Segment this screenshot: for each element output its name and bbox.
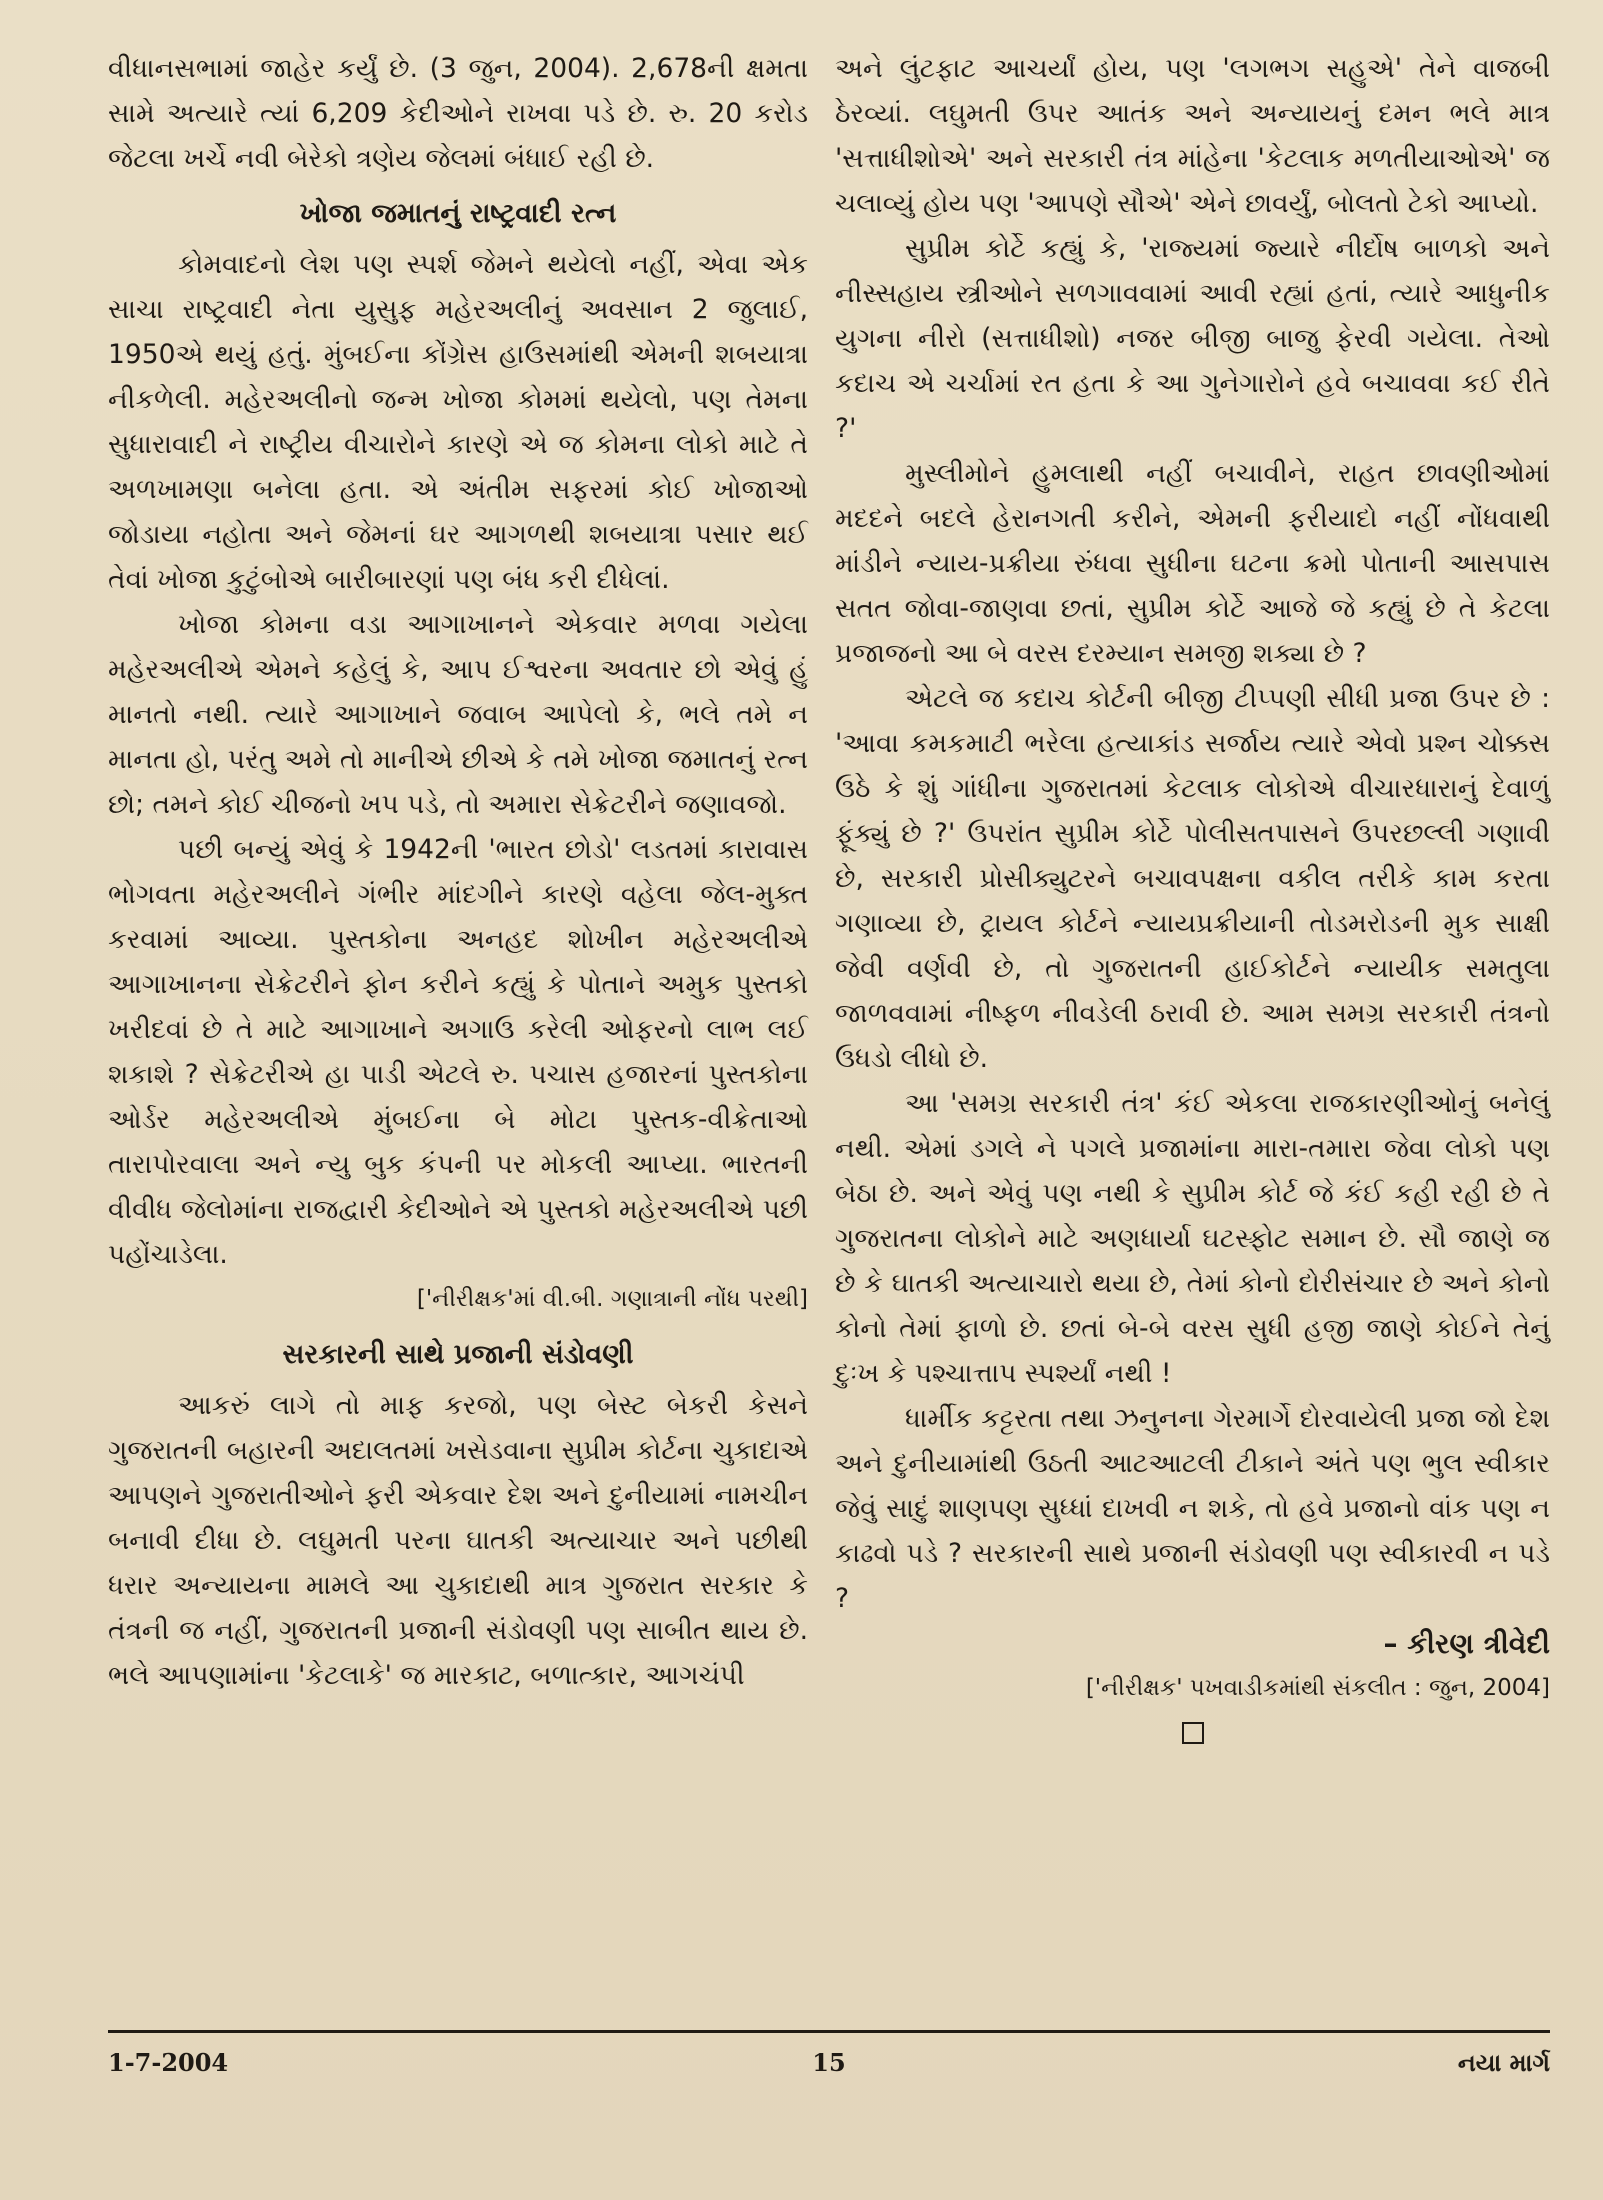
paragraph-court-remark: એટલે જ કદાચ કોર્ટની બીજી ટીપ્પણી સીધી પ્રજા ઉપર છે : 'આવા કમકમાટી ભરેલા હત્યાકાંડ સર્જાય ત્યારે એવો પ્રશ્ન ચોક્કસ ઉઠે કે શું ગાંધીના ગુજરાતમાં કેટલાક લોકોએ વીચારધારાનું દેવાળું ફૂંક્યું છે ?' ઉપરાંત સુપ્રીમ કોર્ટે પોલીસતપાસને ઉપરછલ્લી ગણાવી છે, સરકારી પ્રોસીક્યુટરને બચાવપક્ષના વકીલ તરીકે કામ કરતા ગણાવ્યા છે, ટ્રાયલ કોર્ટને ન્યાયપ્રક્રીયાની તોડમરોડની મુક સાક્ષી જેવી વર્ણવી છે, તો ગુજરાતની હાઈકોર્ટને ન્યાયીક સમતુલા જાળવવામાં નીષ્ફળ નીવડેલી ઠરાવી છે. આમ સમગ્ર સરકારી તંત્રનો ઉધડો લીધો છે. xyxy=(835,683,1550,1074)
source-note-fortnightly: ['નીરીક્ષક' પખવાડીકમાંથી સંકલીત : જુન, 2004] xyxy=(1085,1675,1550,1701)
footer-date: 1-7-2004 xyxy=(108,2048,229,2077)
footer-rule xyxy=(108,2030,1550,2033)
source-note-nirikshak: ['નીરીક્ષક'માં વી.બી. ગણાત્રાની નોંધ પરથી] xyxy=(416,1286,808,1312)
paragraph-continuation: અને લુંટફાટ આચર્યાં હોય, પણ 'લગભગ સહુએ' તેને વાજબી ઠેરવ્યાં. લઘુમતી ઉપર આતંક અને અન્યાયનું દમન ભલે માત્ર 'સત્તાધીશોએ' અને સરકારી તંત્ર માંહેના 'કેટલાક મળતીયાઓએ' જ ચલાવ્યું હોય પણ 'આપણે સૌએ' એને છાવર્યું, બોલતો ટેકો આપ્યો. xyxy=(835,53,1550,219)
author-signature: – કીરણ ત્રીવેદી xyxy=(1383,1627,1550,1660)
paragraph-jail-capacity: વીધાનસભામાં જાહેર કર્યું છે. (3 જુન, 2004). 2,678ની ક્ષમતા સામે અત્યારે ત્યાં 6,209 કેદીઓને રાખવા પડે છે. રુ. 20 કરોડ જેટલા ખર્ચે નવી બેરેકો ત્રણેય જેલમાં બંધાઈ રહી છે. xyxy=(108,53,808,174)
section-heading-public-involvement: સરકારની સાથે પ્રજાની સંડોવણી xyxy=(282,1339,634,1370)
paragraph-aga-khan-meeting: ખોજા કોમના વડા આગાખાનને એકવાર મળવા ગયેલા મહેરઅલીએ એમને કહેલું કે, આપ ઈશ્વરના અવતાર છો એવું હું માનતો નથી. ત્યારે આગાખાને જવાબ આપેલો કે, ભલે તમે ન માનતા હો, પરંતુ અમે તો માનીએ છીએ કે તમે ખોજા જમાતનું રત્ન છો; તમને કોઈ ચીજનો ખપ પડે, તો અમારા સેક્રેટરીને જણાવજો. xyxy=(108,609,808,820)
section-heading-khoja-jewel: ખોજા જમાતનું રાષ્ટ્રવાદી રત્ન xyxy=(299,198,617,229)
paragraph-best-bakery: આકરું લાગે તો માફ કરજો, પણ બેસ્ટ બેકરી કેસને ગુજરાતની બહારની અદાલતમાં ખસેડવાના સુપ્રીમ કોર્ટના ચુકાદાએ આપણને ગુજરાતીઓને ફરી એકવાર દેશ અને દુનીયામાં નામચીન બનાવી દીધા છે. લઘુમતી પરના ઘાતકી અત્યાચાર અને પછીથી ધરાર અન્યાયના મામલે આ ચુકાદાથી માત્ર ગુજરાત સરકાર કે તંત્રની જ નહીં, ગુજરાતની પ્રજાની સંડોવણી પણ સાબીત થાય છે. ભલે આપણામાંના 'કેટલાકે' જ મારકાટ, બળાત્કાર, આગચંપી xyxy=(108,1390,808,1691)
paragraph-muslims-relief: મુસ્લીમોને હુમલાથી નહીં બચાવીને, રાહત છાવણીઓમાં મદદને બદલે હેરાનગતી કરીને, એમની ફરીયાદો નહીં નોંધવાથી માંડીને ન્યાય-પ્રક્રીયા રુંધવા સુધીના ઘટના ક્રમો પોતાની આસપાસ સતત જોવા-જાણવા છતાં, સુપ્રીમ કોર્ટે આજે જે કહ્યું છે તે કેટલા પ્રજાજનો આ બે વરસ દરમ્યાન સમજી શક્યા છે ? xyxy=(835,458,1550,669)
paragraph-religious-fanaticism: ધાર્મીક કટ્ટરતા તથા ઝનુનના ગેરમાર્ગે દોરવાયેલી પ્રજા જો દેશ અને દુનીયામાંથી ઉઠતી આટઆટલી ટીકાને અંતે પણ ભુલ સ્વીકાર જેવું સાદું શાણપણ સુધ્ધાં દાખવી ન શકે, તો હવે પ્રજાનો વાંક પણ ન કાઢવો પડે ? સરકારની સાથે પ્રજાની સંડોવણી પણ સ્વીકારવી ન પડે ? xyxy=(835,1403,1550,1614)
paragraph-supreme-court-quote: સુપ્રીમ કોર્ટે કહ્યું કે, 'રાજ્યમાં જ્યારે નીર્દોષ બાળકો અને નીસ્સહાય સ્ત્રીઓને સળગાવવામાં આવી રહ્યાં હતાં, ત્યારે આધુનીક યુગના નીરો (સત્તાધીશો) નજર બીજી બાજુ ફેરવી ગયેલા. તેઓ કદાચ એ ચર્ચામાં રત હતા કે આ ગુનેગારોને હવે બચાવવા કઈ રીતે ?' xyxy=(835,233,1550,444)
paragraph-government-machinery: આ 'સમગ્ર સરકારી તંત્ર' કંઈ એકલા રાજકારણીઓનું બનેલું નથી. એમાં ડગલે ને પગલે પ્રજામાંના મારા-તમારા જેવા લોકો પણ બેઠા છે. અને એવું પણ નથી કે સુપ્રીમ કોર્ટ જે કંઈ કહી રહી છે તે ગુજરાતના લોકોને માટે અણધાર્યા ઘટસ્ફોટ સમાન છે. સૌ જાણે જ છે કે ઘાતકી અત્યાચારો થયા છે, તેમાં કોનો દોરીસંચાર છે અને કોનો કોનો તેમાં ફાળો છે. છતાં બે-બે વરસ સુધી હજી જાણે કોઈને તેનું દુઃખ કે પશ્ચાત્તાપ સ્પર્શ્યાં નથી ! xyxy=(835,1088,1550,1389)
square-icon xyxy=(1182,1722,1204,1744)
page-number: 15 xyxy=(812,2048,846,2077)
left-column xyxy=(108,46,808,1698)
right-column xyxy=(835,46,1550,1747)
end-of-article-mark xyxy=(835,1717,1550,1747)
paragraph-books-order: પછી બન્યું એવું કે 1942ની 'ભારત છોડો' લડતમાં કારાવાસ ભોગવતા મહેરઅલીને ગંભીર માંદગીને કારણે વહેલા જેલ-મુક્ત કરવામાં આવ્યા. પુસ્તકોના અનહદ શોખીન મહેરઅલીએ આગાખાનના સેક્રેટરીને ફોન કરીને કહ્યું કે પોતાને અમુક પુસ્તકો ખરીદવાં છે તે માટે આગાખાને અગાઉ કરેલી ઓફરનો લાભ લઈ શકાશે ? સેક્રેટરીએ હા પાડી એટલે રુ. પચાસ હજારનાં પુસ્તકોના ઓર્ડર મહેરઅલીએ મુંબઈના બે મોટા પુસ્તક-વીક્રેતાઓ તારાપોરવાલા અને ન્યુ બુક કંપની પર મોકલી આપ્યા. ભારતની વીવીધ જેલોમાંના રાજદ્વારી કેદીઓને એ પુસ્તકો મહેરઅલીએ પછી પહોંચાડેલા. xyxy=(108,834,808,1270)
paragraph-meherally-death: કોમવાદનો લેશ પણ સ્પર્શ જેમને થયેલો નહીં, એવા એક સાચા રાષ્ટ્રવાદી નેતા યુસુફ મહેરઅલીનું અવસાન 2 જુલાઈ, 1950એ થયું હતું. મુંબઈના કોંગ્રેસ હાઉસમાંથી એમની શબયાત્રા નીકળેલી. મહેરઅલીનો જન્મ ખોજા કોમમાં થયેલો, પણ તેમના સુધારાવાદી ને રાષ્ટ્રીય વીચારોને કારણે એ જ કોમના લોકો માટે તે અળખામણા બનેલા હતા. એ અંતીમ સફરમાં કોઈ ખોજાઓ જોડાયા નહોતા અને જેમનાં ઘર આગળથી શબયાત્રા પસાર થઈ તેવાં ખોજા કુટુંબોએ બારીબારણાં પણ બંધ કરી દીધેલાં. xyxy=(108,249,808,595)
journal-name: નયા માર્ગ xyxy=(1457,2048,1550,2077)
